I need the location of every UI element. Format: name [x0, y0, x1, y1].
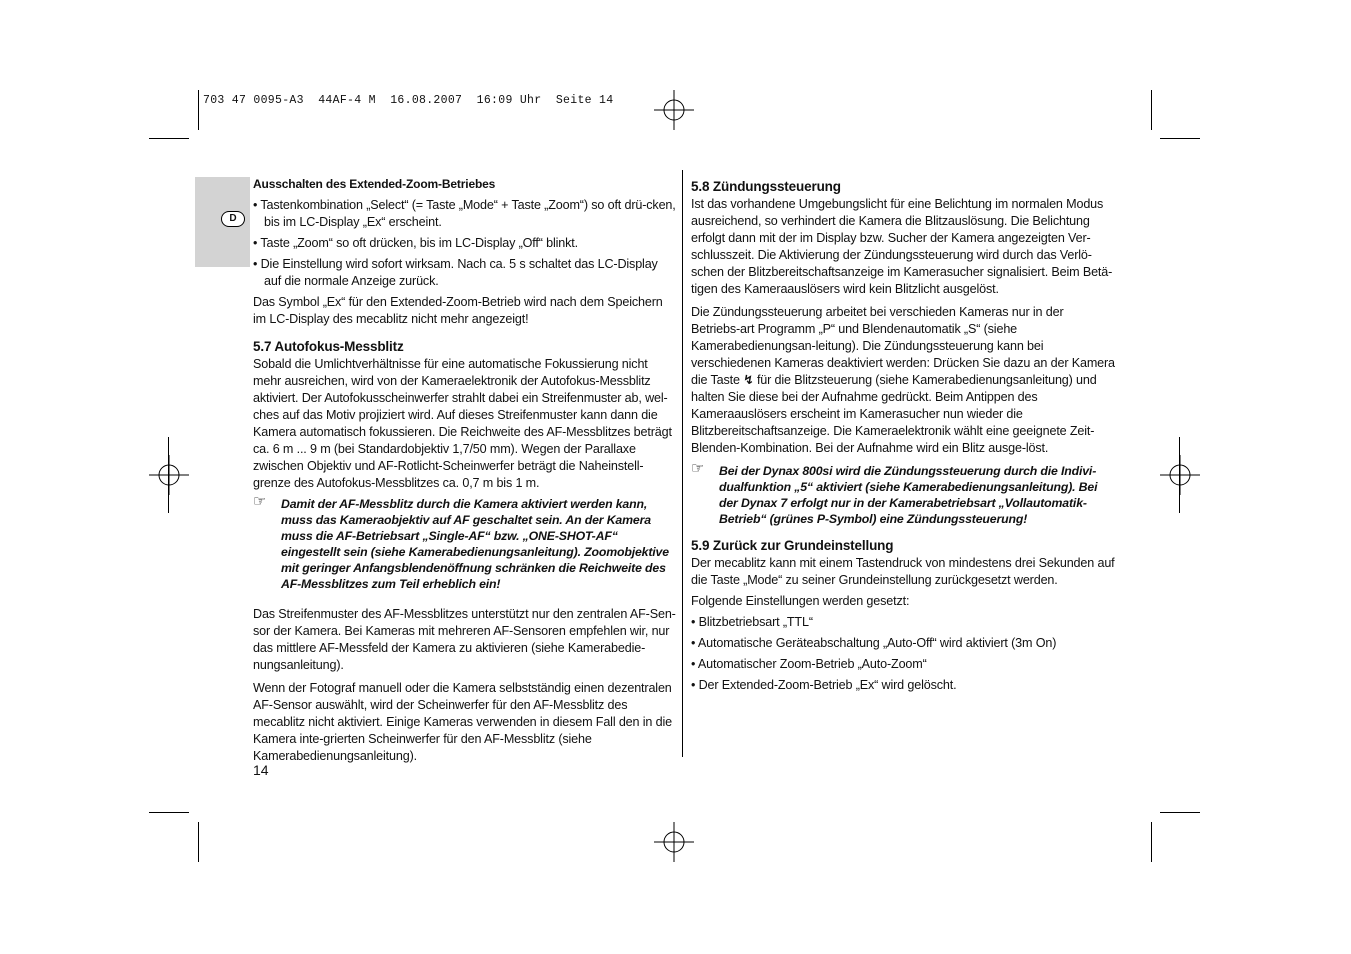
list-item: • Tastenkombination „Select“ (= Taste „Mode“ + Taste „Zoom“) so oft drü-cken, bis im LC-Display „Ex“ erscheint.	[253, 198, 676, 229]
list-item: • Blitzbetriebsart „TTL“	[691, 615, 813, 629]
section-heading: 5.7 Autofokus-Messblitz	[253, 339, 404, 354]
section-heading: 5.9 Zurück zur Grundeinstellung	[691, 538, 894, 553]
note-text: Damit der AF-Messblitz durch die Kamera aktiviert werden kann, muss das Kameraobjektiv auf AF geschaltet sein. An der Kamera muss die AF-Betriebsart „Single-AF“ bzw. „ONE-SHOT-AF“ eingestellt sein (siehe Kamerabedienungsanleitung). Zoomobjektive mit geringer Anfangsblendenöffnung schränken die Reichweite des AF-Messblitzes zum Teil erheblich ein!	[281, 497, 669, 591]
paragraph-part: für die Blitzsteuerung (siehe Kamerabedienungsanleitung) und halten Sie diese bei der Aufnahme gedrückt. Beim Antippen des Kameraauslösers erscheint im Kamerasucher nun wieder die Blitzbereitschaftsanzeige. Die Kameraelektronik wählt eine geeignete Zeit-Blenden-Kombination. Bei der Aufnahme wird ein Blitz ausge-löst.	[691, 373, 1097, 455]
crop-mark	[1151, 822, 1152, 862]
registration-mark-icon	[1160, 455, 1200, 495]
crop-mark	[149, 812, 189, 813]
pointing-hand-icon: ☞	[691, 460, 705, 477]
paragraph: Wenn der Fotograf manuell oder die Kamera selbstständig einen dezentralen AF-Sensor auswählt, wird der Scheinwerfer für den AF-Messblitz des mecablitz nicht aktiviert. Einige Kameras verwenden in diesem Fall den in die Kamera inte-grierten Scheinwerfer für den AF-Messblitz (siehe Kamerabedienungsanleitung).	[253, 681, 672, 763]
paragraph: Das Streifenmuster des AF-Messblitzes unterstützt nur den zentralen AF-Sen-sor der Kamera. Bei Kameras mit mehreren AF-Sensoren empfehlen wir, nur das mittlere AF-Messfeld der Kamera zu aktivieren (siehe Kamerabedie-nungsanleitung).	[253, 607, 676, 672]
crop-mark	[198, 822, 199, 862]
column-divider	[682, 170, 683, 757]
list-item: • Der Extended-Zoom-Betrieb „Ex“ wird gelöscht.	[691, 678, 957, 692]
left-column	[253, 176, 677, 765]
right-column	[691, 178, 1115, 694]
paragraph: Sobald die Umlichtverhältnisse für eine automatische Fokussierung nicht mehr ausreichen, wird von der Kameraelektronik der Autofokus-Messblitz aktiviert. Der Autofokusscheinwerfer strahlt dabei ein Streifenmuster ab, wel-ches auf das Motiv projiziert wird. Auf dieses Streifenmuster kann dann die Kamera automatisch fokussieren. Die Reichweite des AF-Messblitzes beträgt ca. 6 m ... 9 m (bei Standardobjektiv 1,7/50 mm). Wegen der Parallaxe zwischen Objektiv und AF-Rotlicht-Scheinwerfer beträgt die Naheinstell-grenze des Autofokus-Messblitzes ca. 0,7 m bis 1 m.	[253, 357, 672, 490]
registration-mark-icon	[149, 455, 189, 495]
registration-mark-icon	[654, 822, 694, 862]
list-item: • Automatischer Zoom-Betrieb „Auto-Zoom“	[691, 657, 927, 671]
section-heading: 5.8 Zündungssteuerung	[691, 179, 841, 194]
paragraph: Das Symbol „Ex“ für den Extended-Zoom-Betrieb wird nach dem Speichern im LC-Display des mecablitz nicht mehr angezeigt!	[253, 295, 663, 326]
crop-mark	[149, 138, 189, 139]
paragraph	[691, 304, 1115, 457]
print-slug: 703 47 0095-A3 44AF-4 M 16.08.2007 16:09 Uhr Seite 14	[203, 94, 614, 107]
crop-mark	[1160, 138, 1200, 139]
pointing-hand-icon: ☞	[253, 493, 267, 510]
note-block	[691, 460, 1115, 527]
paragraph-part: Die Zündungssteuerung arbeitet bei verschieden Kameras nur in der Betriebs-art Programm „P“ und Blendenautomatik „S“ (siehe Kamerabedienungsan-leitung). Die Zündungssteuerung kann bei verschiedenen Kameras deaktiviert werden: Drücken Sie dazu an der Kamera die Taste	[691, 305, 1115, 387]
list-item: • Die Einstellung wird sofort wirksam. Nach ca. 5 s schaltet das LC-Display auf die normale Anzeige zurück.	[253, 257, 658, 288]
crop-mark	[1151, 90, 1152, 130]
page-number: 14	[253, 762, 269, 778]
paragraph: Der mecablitz kann mit einem Tastendruck von mindestens drei Sekunden auf die Taste „Mode“ zu seiner Grundeinstellung zurückgesetzt werden.	[691, 556, 1115, 587]
crop-mark	[198, 90, 199, 130]
language-badge: D	[221, 211, 245, 227]
list-item: • Automatische Geräteabschaltung „Auto-Off“ wird aktiviert (3m On)	[691, 636, 1057, 650]
paragraph: Folgende Einstellungen werden gesetzt:	[691, 594, 910, 608]
heading-ausschalten: Ausschalten des Extended-Zoom-Betriebes	[253, 177, 496, 191]
note-block	[253, 493, 677, 592]
paragraph: Ist das vorhandene Umgebungslicht für eine Belichtung im normalen Modus ausreichend, so verhindert die Kamera die Blitzauslösung. Die Belichtung erfolgt dann mit der im Display bzw. Sucher der Kamera angezeigten Ver-schlusszeit. Die Aktivierung der Zündungssteuerung wird durch das Verlö-schen der Blitzbereitschaftsanzeige im Kamerasucher signalisiert. Beim Betä-tigen des Kameraauslösers wird kein Blitzlicht ausgelöst.	[691, 197, 1113, 296]
flash-icon: ↯	[743, 373, 754, 387]
crop-mark	[1160, 812, 1200, 813]
registration-mark-icon	[654, 90, 694, 130]
list-item: • Taste „Zoom“ so oft drücken, bis im LC-Display „Off“ blinkt.	[253, 236, 578, 250]
crop-mark	[1179, 437, 1180, 513]
crop-mark	[168, 437, 169, 513]
note-text: Bei der Dynax 800si wird die Zündungssteuerung durch die Indivi-dualfunktion „5“ aktiviert (siehe Kamerabedienungsanleitung). Bei der Dynax 7 erfolgt nur in der Kamerabetriebsart „Vollautomatik-Betrieb“ (grünes P-Symbol) eine Zündungssteuerung!	[719, 464, 1098, 526]
